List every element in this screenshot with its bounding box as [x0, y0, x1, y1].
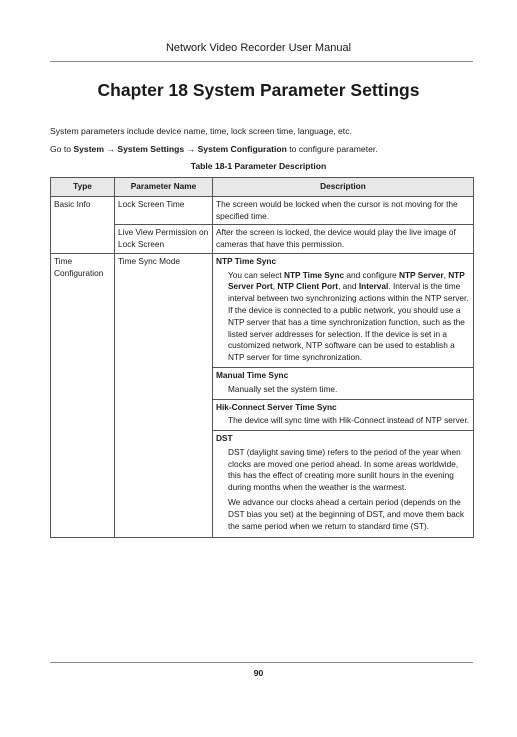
- dst-paragraph: We advance our clocks ahead a certain period (depends on the DST bias you set) at the beginning of DST, and move them back the same period when we return to standard time (ST).: [228, 496, 464, 531]
- param-desc-lock-screen: The screen would be locked when the cursor is not moving for the specified time.: [213, 196, 474, 225]
- column-header-parameter-name: Parameter Name: [115, 178, 213, 197]
- ntp-text: and configure: [344, 269, 399, 280]
- dst-heading: DST: [213, 430, 473, 445]
- hik-connect-sync-paragraph: The device will sync time with Hik-Connect instead of NTP server.: [228, 415, 470, 426]
- ntp-sync-paragraph: [228, 270, 470, 364]
- column-header-description: Description: [213, 178, 474, 197]
- intro-paragraph: System parameters include device name, time, lock screen time, language, etc.: [50, 126, 352, 136]
- param-desc-live-view: After the screen is locked, the device would play the live image of cameras that have this permission.: [213, 225, 474, 254]
- ntp-text: ,: [443, 269, 449, 280]
- ntp-term: Interval: [358, 281, 389, 292]
- navigation-instruction: [50, 144, 378, 154]
- ntp-sync-heading: NTP Time Sync: [216, 255, 277, 266]
- dst-paragraph: DST (daylight saving time) refers to the period of the year when clocks are moved one period ahead. In some areas worldwide, this has the effect of creating more sunlit hours in the evening during months when the weather is the warmest.: [228, 446, 461, 493]
- ntp-term: NTP Time Sync: [283, 269, 345, 280]
- table-row: [51, 225, 474, 254]
- param-name-lock-screen: Lock Screen Time: [115, 196, 213, 225]
- type-cell-time-configuration: Time Configuration: [51, 253, 115, 537]
- type-cell-basic-info: Basic Info: [51, 196, 115, 253]
- page-number: 90: [253, 668, 264, 678]
- hik-connect-sync-heading: Hik-Connect Server Time Sync: [213, 399, 473, 414]
- menu-path: System → System Settings → System Configuration: [73, 144, 287, 154]
- table-row: [51, 196, 474, 225]
- table-caption: Table 18-1 Parameter Description: [190, 161, 327, 171]
- parameter-table: [50, 177, 474, 538]
- ntp-term: NTP Server: [398, 269, 444, 280]
- ntp-term: NTP Client Port: [277, 281, 339, 292]
- ntp-term: NTP Server Port: [228, 269, 465, 292]
- ntp-text: , and: [338, 281, 359, 292]
- column-header-type: Type: [51, 178, 115, 197]
- param-name-time-sync-mode: Time Sync Mode: [115, 253, 213, 537]
- manual-sync-paragraph: Manually set the system time.: [228, 383, 338, 394]
- manual-sync-heading: Manual Time Sync: [213, 367, 473, 382]
- table-header-row: [51, 178, 474, 197]
- param-desc-time-sync-mode: [213, 253, 474, 537]
- param-name-live-view: Live View Permission on Lock Screen: [115, 225, 213, 254]
- running-header: Network Video Recorder User Manual: [165, 42, 352, 54]
- goto-prefix: Go to: [50, 144, 74, 154]
- goto-suffix: to configure parameter.: [286, 144, 378, 154]
- ntp-text: ,: [272, 281, 278, 292]
- ntp-text: . Interval is the time interval between two synchronizing actions within the NTP server. If the device is connected to a public network, you should use a NTP server that has a time synchronization function, such as the listed server addresses for selection. If the device is set in a customized network, NTP software can be used to establish a NTP server for time synchronization.: [228, 281, 469, 363]
- ntp-text: You can select: [228, 269, 284, 280]
- chapter-title: Chapter 18 System Parameter Settings: [97, 80, 420, 100]
- header-rule: [50, 61, 473, 62]
- table-row: [51, 253, 474, 537]
- footer-rule: [50, 662, 473, 663]
